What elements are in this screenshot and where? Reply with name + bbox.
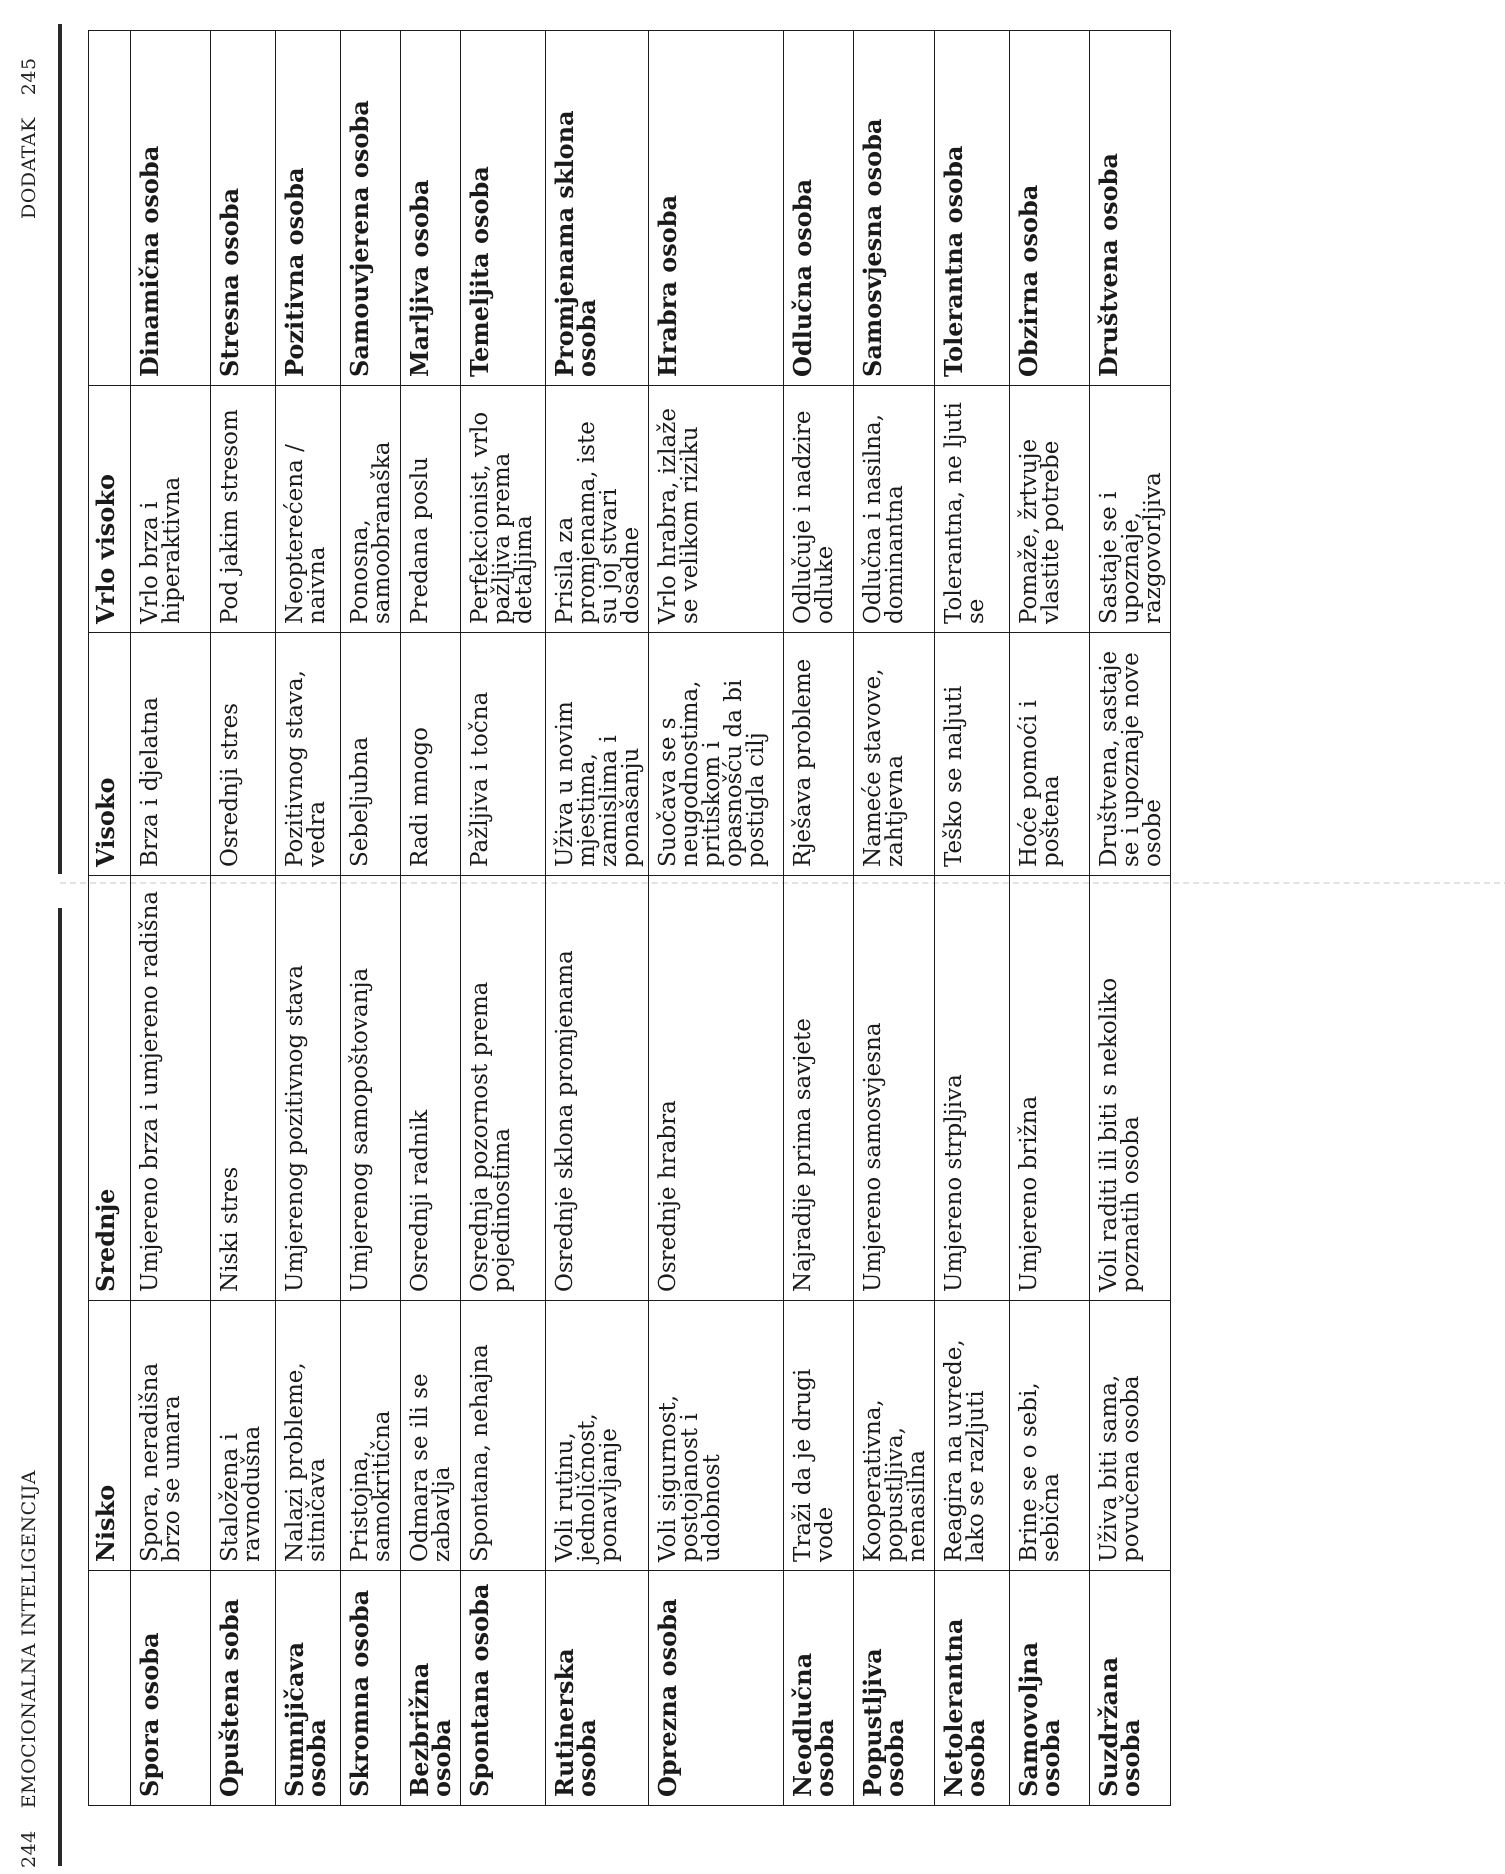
srednje-cell: Umjereno brza i umjereno radišna	[131, 876, 211, 1301]
opposite-trait-cell: Samosvjesna osoba	[854, 31, 935, 386]
vrlo-visoko-cell: Vrlo brza i hiperaktivna	[131, 386, 211, 633]
srednje-cell: Osrednje sklona promjenama	[546, 876, 649, 1301]
nisko-cell: Reagira na uvrede, lako se razljuti	[935, 1301, 1010, 1571]
trait-cell: Oprezna osoba	[649, 1571, 784, 1806]
table-row	[1010, 31, 1090, 1806]
nisko-cell: Spontana, nehajna	[461, 1301, 546, 1571]
visoko-cell: Uživa u novim mjestima, zamislima i ponašanju	[546, 633, 649, 876]
trait-cell: Suzdržana osoba	[1090, 1571, 1171, 1806]
vrlo-visoko-cell: Neopterećena / naivna	[276, 386, 341, 633]
visoko-cell: Pozitivnog stava, vedra	[276, 633, 341, 876]
opposite-trait-cell: Dinamična osoba	[131, 31, 211, 386]
running-head-right	[18, 57, 40, 219]
trait-cell: Opuštena soba	[211, 1571, 276, 1806]
vrlo-visoko-cell: Odlučuje i nadzire odluke	[784, 386, 854, 633]
srednje-cell: Najradije prima savjete	[784, 876, 854, 1301]
srednje-cell: Niski stres	[211, 876, 276, 1301]
table-row	[131, 31, 211, 1806]
table-row	[546, 31, 649, 1806]
opposite-trait-cell: Stresna osoba	[211, 31, 276, 386]
vrlo-visoko-cell: Perfekcionist, vrlo pažljiva prema detaljima	[461, 386, 546, 633]
nisko-cell: Odmara se ili se zabavlja	[401, 1301, 461, 1571]
opposite-trait-cell: Marljiva osoba	[401, 31, 461, 386]
opposite-trait-cell: Pozitivna osoba	[276, 31, 341, 386]
visoko-cell: Društvena, sastaje se i upoznaje nove osobe	[1090, 633, 1171, 876]
opposite-trait-cell: Hrabra osoba	[649, 31, 784, 386]
section-title: DODATAK	[18, 117, 40, 219]
srednje-cell: Umjerenog samopoštovanja	[341, 876, 401, 1301]
srednje-cell: Umjereno strpljiva	[935, 876, 1010, 1301]
header-visoko: Visoko	[89, 633, 131, 876]
opposite-trait-cell: Obzirna osoba	[1010, 31, 1090, 386]
nisko-cell: Nalazi probleme, sitničava	[276, 1301, 341, 1571]
visoko-cell: Radi mnogo	[401, 633, 461, 876]
page-number-right: 245	[18, 57, 40, 96]
trait-cell: Popustljiva osoba	[854, 1571, 935, 1806]
trait-cell: Samovoljna osoba	[1010, 1571, 1090, 1806]
nisko-cell: Staložena i ravnodušna	[211, 1301, 276, 1571]
header-row	[89, 31, 131, 1806]
srednje-cell: Umjereno samosvjesna	[854, 876, 935, 1301]
nisko-cell: Traži da je drugi vode	[784, 1301, 854, 1571]
nisko-cell: Voli rutinu, jednoličnost, ponavljanje	[546, 1301, 649, 1571]
visoko-cell: Suočava se s neugodnostima, pritiskom i opasnošću da bi postigla cilj	[649, 633, 784, 876]
vrlo-visoko-cell: Predana poslu	[401, 386, 461, 633]
trait-cell: Spontana osoba	[461, 1571, 546, 1806]
nisko-cell: Pristojna, samokritična	[341, 1301, 401, 1571]
vrlo-visoko-cell: Prisila za promjenama, iste su joj stvari dosadne	[546, 386, 649, 633]
vrlo-visoko-cell: Pomaže, žrtvuje vlastite potrebe	[1010, 386, 1090, 633]
table-row	[854, 31, 935, 1806]
header-rule-left	[58, 908, 62, 1866]
srednje-cell: Umjerenog pozitivnog stava	[276, 876, 341, 1301]
table-row	[211, 31, 276, 1806]
nisko-cell: Uživa biti sama, povučena osoba	[1090, 1301, 1171, 1571]
table-row	[784, 31, 854, 1806]
nisko-cell: Voli sigurnost, postojanost i udobnost	[649, 1301, 784, 1571]
header-nisko: Nisko	[89, 1301, 131, 1571]
visoko-cell: Brza i djelatna	[131, 633, 211, 876]
table-row	[276, 31, 341, 1806]
vrlo-visoko-cell: Ponosna, samoobranaška	[341, 386, 401, 633]
header-opposite	[89, 31, 131, 386]
srednje-cell: Voli raditi ili biti s nekoliko poznatih osoba	[1090, 876, 1171, 1301]
table-row	[1090, 31, 1171, 1806]
visoko-cell: Rješava probleme	[784, 633, 854, 876]
opposite-trait-cell: Tolerantna osoba	[935, 31, 1010, 386]
visoko-cell: Pažljiva i točna	[461, 633, 546, 876]
vrlo-visoko-cell: Odlučna i nasilna, dominantna	[854, 386, 935, 633]
header-rule-right	[58, 24, 62, 874]
visoko-cell: Hoće pomoći i poštena	[1010, 633, 1090, 876]
opposite-trait-cell: Promjenama sklona osoba	[546, 31, 649, 386]
running-head-left	[18, 1470, 40, 1868]
table-row	[401, 31, 461, 1806]
trait-cell: Spora osoba	[131, 1571, 211, 1806]
nisko-cell: Kooperativna, popustljiva, nenasilna	[854, 1301, 935, 1571]
opposite-trait-cell: Samouvjerena osoba	[341, 31, 401, 386]
srednje-cell: Umjereno brižna	[1010, 876, 1090, 1301]
trait-cell: Bezbrižna osoba	[401, 1571, 461, 1806]
visoko-cell: Teško se naljuti	[935, 633, 1010, 876]
header-srednje: Srednje	[89, 876, 131, 1301]
trait-cell: Skromna osoba	[341, 1571, 401, 1806]
visoko-cell: Osrednji stres	[211, 633, 276, 876]
vrlo-visoko-cell: Sastaje se i upoznaje, razgovorljiva	[1090, 386, 1171, 633]
opposite-trait-cell: Temeljita osoba	[461, 31, 546, 386]
nisko-cell: Spora, neradišna brzo se umara	[131, 1301, 211, 1571]
trait-cell: Netolerantna osoba	[935, 1571, 1010, 1806]
table-row	[935, 31, 1010, 1806]
page-number-left: 244	[18, 1830, 40, 1868]
table-row	[461, 31, 546, 1806]
trait-table	[88, 30, 1171, 1806]
srednje-cell: Osrednje hrabra	[649, 876, 784, 1301]
table-row	[341, 31, 401, 1806]
visoko-cell: Nameće stavove, zahtjevna	[854, 633, 935, 876]
header-vrlo-visoko: Vrlo visoko	[89, 386, 131, 633]
vrlo-visoko-cell: Vrlo hrabra, izlaže se velikom riziku	[649, 386, 784, 633]
nisko-cell: Brine se o sebi, sebična	[1010, 1301, 1090, 1571]
header-trait	[89, 1571, 131, 1806]
book-title: EMOCIONALNA INTELIGENCIJA	[18, 1470, 40, 1809]
trait-cell: Neodlučna osoba	[784, 1571, 854, 1806]
srednje-cell: Osrednji radnik	[401, 876, 461, 1301]
opposite-trait-cell: Odlučna osoba	[784, 31, 854, 386]
table-row	[649, 31, 784, 1806]
srednje-cell: Osrednja pozornost prema pojedinostima	[461, 876, 546, 1301]
vrlo-visoko-cell: Pod jakim stresom	[211, 386, 276, 633]
trait-cell: Rutinerska osoba	[546, 1571, 649, 1806]
trait-cell: Sumnjičava osoba	[276, 1571, 341, 1806]
visoko-cell: Sebeljubna	[341, 633, 401, 876]
opposite-trait-cell: Društvena osoba	[1090, 31, 1171, 386]
vrlo-visoko-cell: Tolerantna, ne ljuti se	[935, 386, 1010, 633]
